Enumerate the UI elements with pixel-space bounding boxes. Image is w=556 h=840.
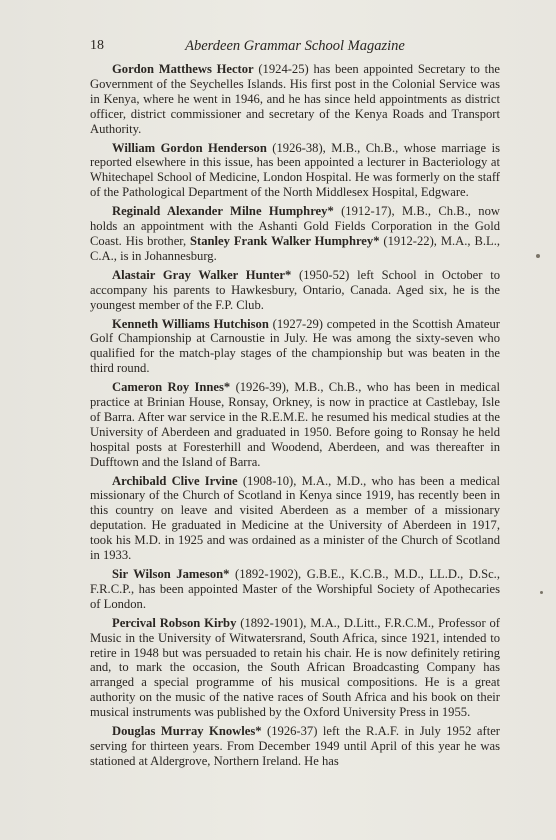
entry-name: Alastair Gray Walker Hunter*: [112, 267, 292, 282]
entry-henderson: [90, 141, 500, 201]
entry-name: Archibald Clive Irvine: [112, 473, 238, 488]
entry-text: (1924-25) has been appointed Secretary to the Government of the Seychelles Islands. His first post in the Colonial Service was in Kenya, where he went in 1946, and he has since held appointments as district officer, district commissioner and secretary of the Kenya Roads and Transport Authority.: [90, 62, 500, 136]
article-body: [90, 62, 500, 773]
page-header: [90, 38, 500, 58]
entry-hunter: [90, 268, 500, 313]
entry-name: Percival Robson Kirby: [112, 615, 237, 630]
entry-name: Kenneth Williams Hutchison: [112, 316, 269, 331]
margin-speck: [540, 591, 543, 594]
entry-irvine: [90, 474, 500, 563]
entry-text: (1926-38), M.B., Ch.B., whose marriage is reported elsewhere in this issue, has been appointed a lecturer in Bacteriology at Whitechapel School of Medicine, London Hospital. He was formerly on the staff of the Pathological Department of the North Middlesex Hospital, Edgware.: [90, 140, 500, 200]
entry-name: Gordon Matthews Hector: [112, 62, 254, 76]
entry-hector: [90, 62, 500, 137]
entry-kirby: [90, 616, 500, 720]
entry-text-secondary: (1912-22), M.A., B.L., C.A., is in Johannesburg.: [90, 233, 500, 263]
entry-knowles: [90, 724, 500, 769]
entry-text: (1892-1902), G.B.E., K.C.B., M.D., LL.D., D.Sc., F.R.C.P., has been appointed Master of the Worshipful Society of Apothecaries of London.: [90, 567, 500, 611]
entry-name: Sir Wilson Jameson*: [112, 567, 230, 581]
entry-jameson: [90, 567, 500, 612]
entry-hutchison: [90, 317, 500, 377]
entry-name-secondary: Stanley Frank Walker Humphrey*: [190, 233, 380, 248]
margin-speck: [536, 254, 540, 258]
entry-text: (1950-52) left School in October to accompany his parents to Hawkesbury, Ontario, Canada. Aged six, he is the youngest member of the F.P. Club.: [90, 267, 501, 312]
entry-humphrey: [90, 204, 500, 264]
entry-name: Douglas Murray Knowles*: [112, 724, 262, 739]
entry-text: (1926-37) left the R.A.F. in July 1952 after serving for thirteen years. From December 1949 until April of this year he was stationed at Aldergrove, Northern Ireland. He has: [90, 724, 501, 768]
entry-text: (1927-29) competed in the Scottish Amateur Golf Championship at Carnoustie in July. He was among the sixty-seven who qualified for the match-play stages of the championship but was beaten in the third round.: [90, 316, 500, 376]
page-number: 18: [90, 38, 104, 53]
entry-name: Reginald Alexander Milne Humphrey*: [112, 204, 334, 219]
entry-text: (1908-10), M.A., M.D., who has been a medical missionary of the Church of Scotland in Kenya since 1919, has recently been in this country on leave and visited Aberdeen as a member of a missionary deputation. He graduated in Medicine at the University of Aberdeen in 1917, took his M.D. in 1925 and was ordained as a minister of the Church of Scotland in 1933.: [90, 473, 501, 563]
entry-innes: [90, 380, 500, 469]
entry-text: (1892-1901), M.A., D.Litt., F.R.C.M., Professor of Music in the University of Witwatersrand, South Africa, since 1921, intended to retire in 1948 but was persuaded to retain his chair. He is now definitely retiring and, to mark the occasion, the South African Broadcasting Company has arranged a special programme of his musical compositions. He is a great authority on the music of the native races of South Africa and his book on their musical instruments was published by the Oxford University Press in 1955.: [90, 615, 501, 720]
entry-text: (1926-39), M.B., Ch.B., who has been in medical practice at Brinian House, Ronsay, Orkney, is now in practice at Castlebay, Isle of Barra. After war service in the R.E.M.E. he resumed his medical studies at the University of Aberdeen and graduated in 1950. Before going to Ronsay he held hospital posts at Foresterhill and Woodend, Aberdeen, and was thereafter in Dufftown and the Island of Barra.: [90, 380, 500, 469]
entry-text: (1912-17), M.B., Ch.B., now holds an appointment with the Ashanti Gold Fields Corporation in the Gold Coast. His brother,: [90, 204, 500, 248]
entry-name: Cameron Roy Innes*: [112, 380, 231, 395]
entry-name: William Gordon Henderson: [112, 140, 267, 155]
running-title: Aberdeen Grammar School Magazine: [185, 38, 405, 54]
